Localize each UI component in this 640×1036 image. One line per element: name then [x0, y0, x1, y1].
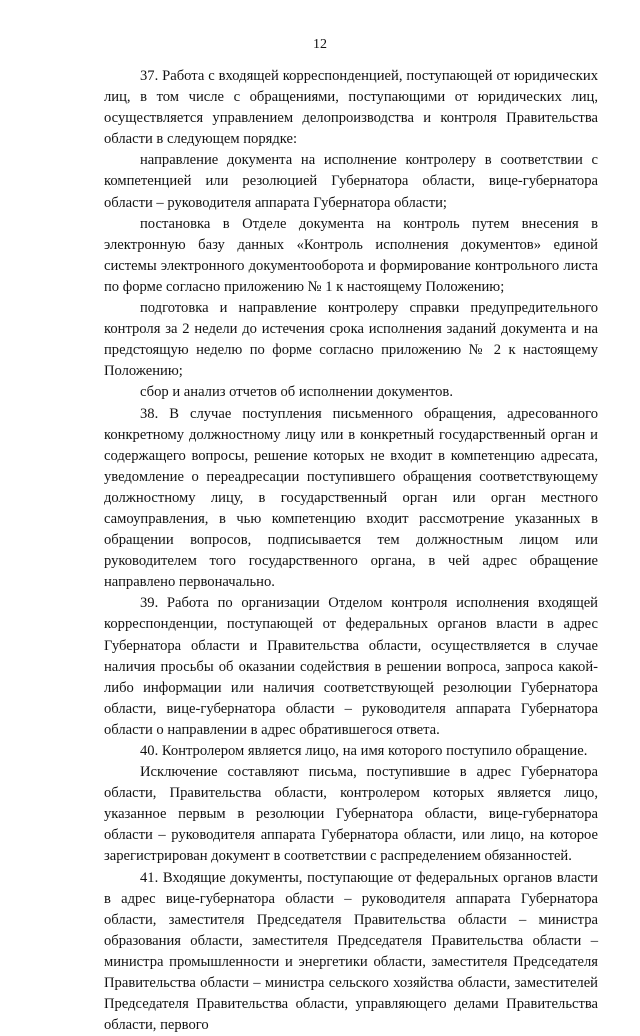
paragraph-40-exception: Исключение составляют письма, поступившие в адрес Губернатора области, Правительства области, контролером которых является лицо, указанное первым в резолюции Губернатора области, вице-губернатора области – руководителя аппарата Губернатора области, или лицо, на которое зарегистрирован документ в соответствии с распределением обязанностей. [104, 764, 598, 865]
list-item-reminder: подготовка и направление контролеру справки предупредительного контроля за 2 недели до истечения срока исполнения заданий документа и на предстоящую неделю по форме согласно приложению № 2 к настоящему Положению; [104, 300, 598, 380]
paragraph-40: 40. Контролером является лицо, на имя которого поступило обращение. [140, 743, 588, 759]
paragraph-37: 37. Работа с входящей корреспонденцией, поступающей от юридических лиц, в том числе с обращениями, поступающими от юридических лиц, осуществляется управлением делопроизводства и контроля Правительства области в следующем порядке: [104, 68, 598, 148]
paragraph-41: 41. Входящие документы, поступающие от федеральных органов власти в адрес вице-губернатора области – руководителя аппарата Губернатора области, заместителя Председателя Правительства области – министра образования области, заместителя Председателя Правительства области – министра промышленности и энергетики области, заместителя Председателя Правительства области – министра сельского хозяйства области, заместителей Председателя Правительства области, управляющего делами Правительства области, первого [104, 869, 598, 1034]
list-item-registration: постановка в Отделе документа на контроль путем внесения в электронную базу данных «Контроль исполнения документов» единой системы электронного документооборота и формирование контрольного листа по форме согласно приложению № 1 к настоящему Положению; [104, 215, 598, 295]
paragraph-39: 39. Работа по организации Отделом контроля исполнения входящей корреспонденции, поступающей от федеральных органов власти в адрес Губернатора области и Правительства области, осуществляется в случае наличия просьбы об оказании содействия в решении вопроса, запроса какой-либо информации или наличия соответствующей резолюции Губернатора области, вице-губернатора области – руководителя аппарата Губернатора области о направлении в адрес обратившегося ответа. [104, 595, 598, 738]
paragraph-38: 38. В случае поступления письменного обращения, адресованного конкретному должностному лицу или в конкретный государственный орган и содержащего вопросы, решение которых не входит в компетенцию адресата, уведомление о переадресации поступившего обращения соответствующему должностному лицу, в государственный орган или орган местного самоуправления, в чью компетенцию входит рассмотрение указанных в обращении вопросов, подписывается тем должностным лицом или руководителем того государственного органа, в чей адрес обращение направлено первоначально. [104, 405, 598, 591]
page-number: 12 [313, 37, 327, 52]
document-body [104, 66, 598, 1036]
list-item-reports: сбор и анализ отчетов об исполнении документов. [140, 384, 453, 401]
list-item-direction: направление документа на исполнение контролеру в соответствии с компетенцией или резолюцией Губернатора области, вице-губернатора области – руководителя аппарата Губернатора области; [104, 152, 598, 211]
